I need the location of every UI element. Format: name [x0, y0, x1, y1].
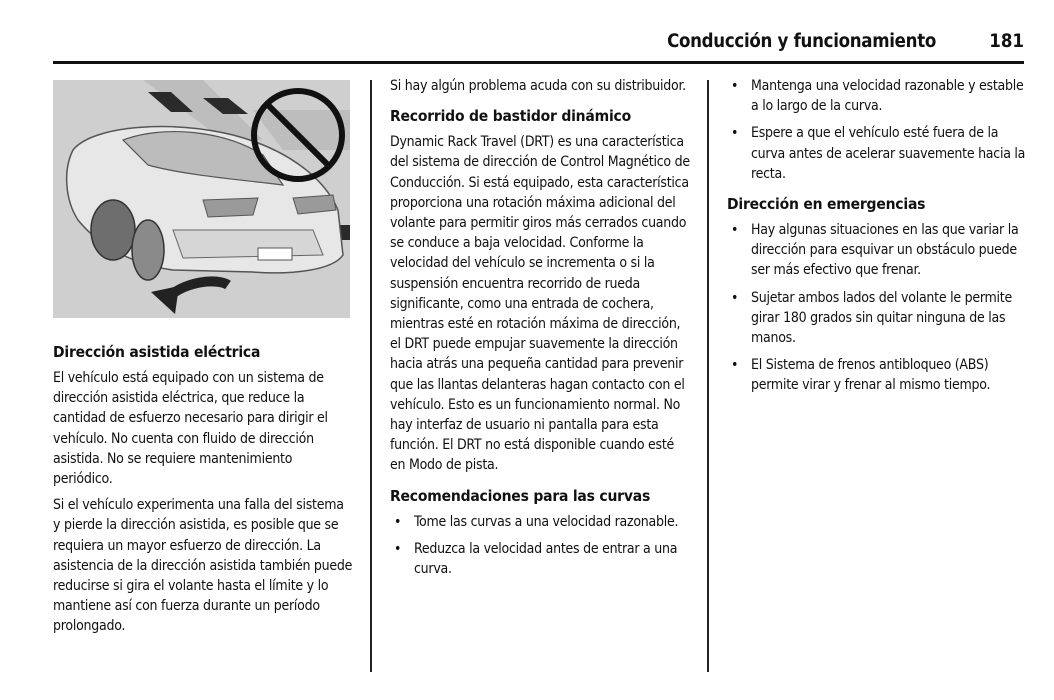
curve-tip-3	[727, 76, 1027, 116]
drt-paragraph: Dynamic Rack Travel (DRT) es una característica del sistema de dirección de Control Magnético de Conducción. Si está equipado, esta característica proporciona una rotación máxima adicional del volante para permitir giros más cerrados cuando se conduce a baja velocidad. Conforme la velocidad del vehículo se incrementa o si la suspensión encuentra recorrido de rueda significante, como una entrada de cochera, mientras esté en rotación máxima de dirección, el DRT puede empujar suavemente la dirección hacia atrás una pequeña cantidad para prevenir que las llantas delanteras hagan contacto con el vehículo. Esto es un funcionamiento normal. No hay interfaz de usuario ni pantalla para esta función. El DRT no está disponible cuando esté en Modo de pista.	[390, 134, 690, 474]
section-title: Conducción y funcionamiento	[667, 31, 936, 52]
curve-tip-3-text: Mantenga una velocidad razonable y estable a lo largo de la curva.	[751, 78, 1024, 115]
emergency-steering-heading: Dirección en emergencias	[727, 195, 926, 214]
bullet-icon: •	[731, 125, 739, 142]
curve-tip-4	[727, 123, 1027, 184]
power-steering-paragraph-2: Si el vehículo experimenta una falla del sistema y pierde la dirección asistida, es posible que se requiera un mayor esfuerzo de dirección. La asistencia de la dirección asistida también puede reducirse si gira el volante hasta el límite y lo mantiene así con fuerza durante un período prolongado.	[53, 497, 353, 635]
emergency-tip-3-text: El Sistema de frenos antibloqueo (ABS) permite virar y frenar al mismo tiempo.	[751, 357, 991, 394]
emergency-tip-3	[727, 355, 1027, 395]
emergency-tip-2-text: Sujetar ambos lados del volante le permite girar 180 grados sin quitar ninguna de las manos.	[751, 289, 1012, 347]
emergency-tip-1	[727, 220, 1027, 281]
column-divider-1	[370, 80, 372, 672]
page-number: 181	[989, 31, 1024, 52]
curve-tip-2-text: Reduzca la velocidad antes de entrar a una curva.	[414, 540, 678, 578]
curve-tip-1-text: Tome las curvas a una velocidad razonable.	[414, 513, 679, 530]
bullet-icon: •	[394, 513, 402, 530]
column-2	[390, 76, 690, 586]
power-steering-heading: Dirección asistida eléctrica	[53, 343, 261, 361]
drt-heading: Recorrido de bastidor dinámico	[390, 107, 631, 126]
bullet-icon: •	[731, 78, 739, 94]
steering-illustration	[53, 80, 350, 318]
column-divider-2	[707, 80, 709, 672]
curves-heading: Recomendaciones para las curvas	[390, 486, 651, 505]
bullet-icon: •	[394, 540, 402, 557]
emergency-tip-1-text: Hay algunas situaciones en las que variar la dirección para esquivar un obstáculo puede ser más efectivo que frenar.	[751, 222, 1019, 279]
curve-tip-4-text: Espere a que el vehículo esté fuera de la curva antes de acelerar suavemente hacia la recta.	[751, 125, 1026, 182]
column-1	[53, 76, 353, 643]
bullet-icon: •	[731, 289, 739, 306]
car-turning-illustration	[53, 80, 350, 318]
page-header	[0, 0, 1054, 66]
bullet-icon: •	[731, 222, 739, 239]
bullet-icon: •	[731, 357, 739, 374]
curve-tip-1	[390, 512, 690, 532]
emergency-tip-2	[727, 288, 1027, 349]
curve-tip-2	[390, 539, 690, 579]
power-steering-paragraph-1: El vehículo está equipado con un sistema de dirección asistida eléctrica, que reduce la cantidad de esfuerzo necesario para dirigir el vehículo. No cuenta con fluido de dirección asistida. No se requiere mantenimiento periódico.	[53, 370, 328, 488]
header-rule	[53, 61, 1024, 64]
dealer-contact-text: Si hay algún problema acuda con su distribuidor.	[390, 78, 686, 94]
column-3	[727, 76, 1027, 403]
